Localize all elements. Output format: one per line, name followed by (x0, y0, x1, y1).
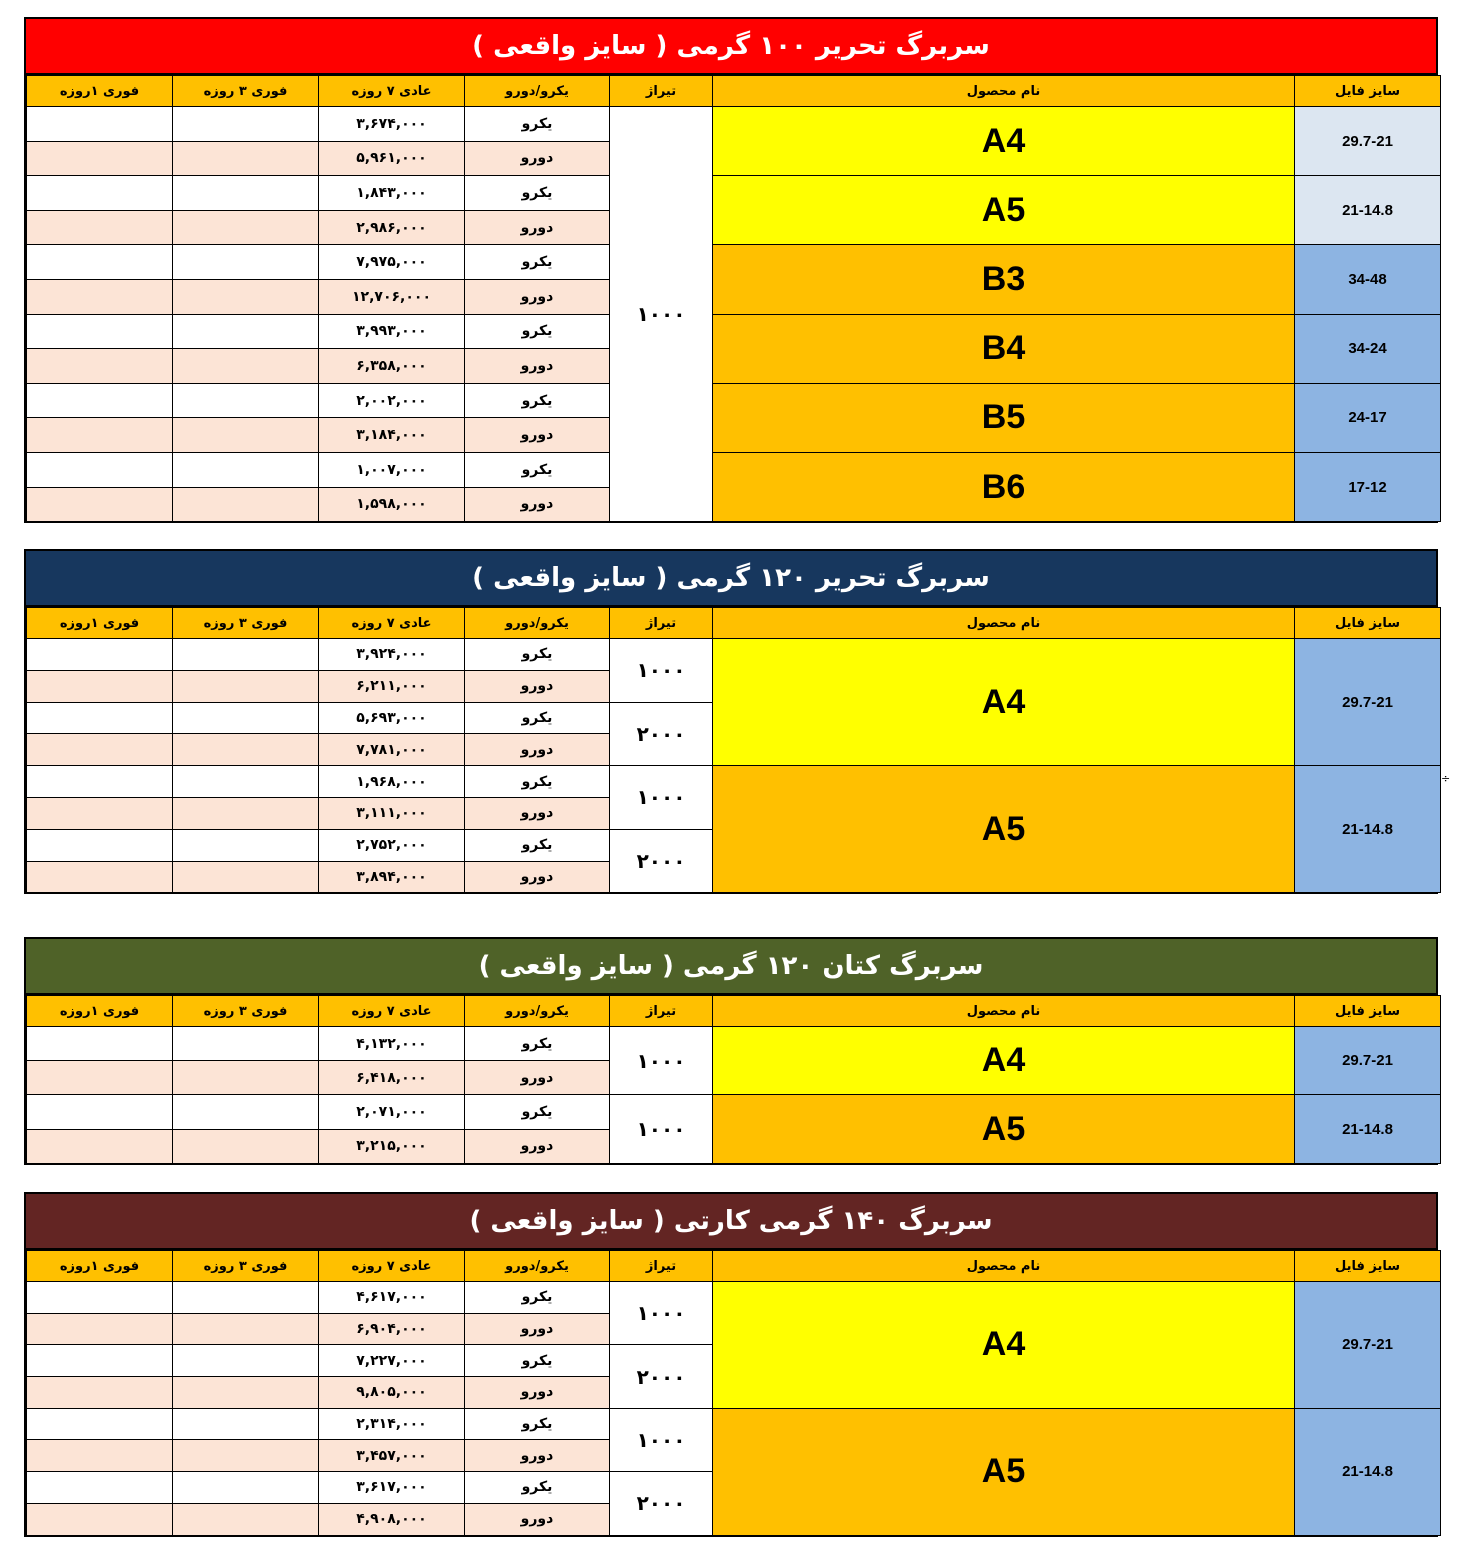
fast1-cell (27, 861, 173, 893)
price-cell: ۲,۳۱۴,۰۰۰ (319, 1408, 465, 1440)
tiraz-cell: ۱۰۰۰ (610, 1282, 713, 1345)
sides-cell: دورو (465, 1129, 610, 1163)
fast1-cell (27, 639, 173, 671)
product-name-cell: A5 (713, 1095, 1295, 1163)
fast3-cell (173, 861, 319, 893)
table-row (27, 639, 1441, 671)
header-product: نام محصول (713, 1251, 1295, 1282)
table-row (27, 766, 1441, 798)
tiraz-cell: ۱۰۰۰ (610, 107, 713, 522)
sides-cell: یکرو (465, 1472, 610, 1504)
header-filesize: سایز فایل (1295, 996, 1441, 1027)
price-section (24, 937, 1438, 1165)
price-cell: ۲,۹۸۶,۰۰۰ (319, 210, 465, 245)
tiraz-cell: ۱۰۰۰ (610, 1027, 713, 1095)
file-size-cell: 21-14.8 (1295, 766, 1441, 893)
table-row (27, 1027, 1441, 1061)
fast3-cell (173, 487, 319, 522)
fast3-cell (173, 1377, 319, 1409)
sides-cell: یکرو (465, 107, 610, 142)
file-size-cell: 29.7-21 (1295, 107, 1441, 176)
table-row (27, 452, 1441, 487)
product-name-cell: A5 (713, 176, 1295, 245)
header-fast3: فوری ۳ روزه (173, 76, 319, 107)
file-size-cell: 29.7-21 (1295, 639, 1441, 766)
header-normal7: عادی ۷ روزه (319, 608, 465, 639)
fast3-cell (173, 176, 319, 211)
fast1-cell (27, 107, 173, 142)
sides-cell: یکرو (465, 1095, 610, 1129)
file-size-cell: 29.7-21 (1295, 1282, 1441, 1409)
price-cell: ۳,۶۱۷,۰۰۰ (319, 1472, 465, 1504)
fast3-cell (173, 210, 319, 245)
fast1-cell (27, 1282, 173, 1314)
price-cell: ۵,۹۶۱,۰۰۰ (319, 141, 465, 176)
price-cell: ۳,۱۱۱,۰۰۰ (319, 797, 465, 829)
header-filesize: سایز فایل (1295, 1251, 1441, 1282)
sides-cell: دورو (465, 861, 610, 893)
product-name-cell: A4 (713, 107, 1295, 176)
fast3-cell (173, 1440, 319, 1472)
tiraz-cell: ۱۰۰۰ (610, 1095, 713, 1163)
fast3-cell (173, 418, 319, 453)
fast3-cell (173, 766, 319, 798)
header-fast1: فوری ۱روزه (27, 1251, 173, 1282)
section-title: سربرگ تحریر ۱۰۰ گرمی ( سایز واقعی ) (26, 19, 1436, 75)
sides-cell: یکرو (465, 639, 610, 671)
sides-cell: یکرو (465, 1027, 610, 1061)
fast3-cell (173, 734, 319, 766)
sides-cell: دورو (465, 734, 610, 766)
fast1-cell (27, 1472, 173, 1504)
fast1-cell (27, 452, 173, 487)
file-size-cell: 29.7-21 (1295, 1027, 1441, 1095)
header-tiraz: تیراژ (610, 1251, 713, 1282)
fast1-cell (27, 314, 173, 349)
price-cell: ۴,۱۳۲,۰۰۰ (319, 1027, 465, 1061)
product-name-cell: B4 (713, 314, 1295, 383)
header-filesize: سایز فایل (1295, 608, 1441, 639)
fast3-cell (173, 797, 319, 829)
price-cell: ۷,۲۲۷,۰۰۰ (319, 1345, 465, 1377)
fast3-cell (173, 1095, 319, 1129)
header-fast3: فوری ۳ روزه (173, 996, 319, 1027)
fast3-cell (173, 1129, 319, 1163)
table-row (27, 314, 1441, 349)
file-size-cell: 21-14.8 (1295, 1095, 1441, 1163)
price-cell: ۶,۳۵۸,۰۰۰ (319, 349, 465, 384)
fast3-cell (173, 1313, 319, 1345)
sides-cell: یکرو (465, 176, 610, 211)
price-cell: ۲,۷۵۲,۰۰۰ (319, 829, 465, 861)
fast1-cell (27, 734, 173, 766)
price-cell: ۶,۹۰۴,۰۰۰ (319, 1313, 465, 1345)
header-product: نام محصول (713, 76, 1295, 107)
sides-cell: یکرو (465, 314, 610, 349)
price-section (24, 1192, 1438, 1537)
price-cell: ۱۲,۷۰۶,۰۰۰ (319, 279, 465, 314)
sides-cell: دورو (465, 210, 610, 245)
product-name-cell: A4 (713, 1027, 1295, 1095)
file-size-cell: 21-14.8 (1295, 1408, 1441, 1535)
fast1-cell (27, 1313, 173, 1345)
section-title: سربرگ تحریر ۱۲۰ گرمی ( سایز واقعی ) (26, 551, 1436, 607)
price-cell: ۷,۹۷۵,۰۰۰ (319, 245, 465, 280)
fast1-cell (27, 1440, 173, 1472)
fast3-cell (173, 383, 319, 418)
price-cell: ۱,۵۹۸,۰۰۰ (319, 487, 465, 522)
header-normal7: عادی ۷ روزه (319, 1251, 465, 1282)
header-sides: یکرو/دورو (465, 996, 610, 1027)
fast3-cell (173, 1472, 319, 1504)
price-cell: ۴,۹۰۸,۰۰۰ (319, 1503, 465, 1535)
header-tiraz: تیراژ (610, 76, 713, 107)
fast3-cell (173, 1282, 319, 1314)
header-tiraz: تیراژ (610, 608, 713, 639)
fast3-cell (173, 245, 319, 280)
sides-cell: دورو (465, 487, 610, 522)
price-cell: ۱,۹۶۸,۰۰۰ (319, 766, 465, 798)
sides-cell: یکرو (465, 1408, 610, 1440)
sides-cell: دورو (465, 670, 610, 702)
price-cell: ۳,۲۱۵,۰۰۰ (319, 1129, 465, 1163)
fast3-cell (173, 279, 319, 314)
sides-cell: دورو (465, 418, 610, 453)
price-table (26, 995, 1441, 1164)
section-title: سربرگ ۱۴۰ گرمی کارتی ( سایز واقعی ) (26, 1194, 1436, 1250)
fast1-cell (27, 176, 173, 211)
tiraz-cell: ۲۰۰۰ (610, 829, 713, 893)
table-header-row (27, 608, 1441, 639)
product-name-cell: A5 (713, 1408, 1295, 1535)
fast3-cell (173, 670, 319, 702)
fast1-cell (27, 418, 173, 453)
header-normal7: عادی ۷ روزه (319, 996, 465, 1027)
table-row (27, 383, 1441, 418)
fast1-cell (27, 797, 173, 829)
fast1-cell (27, 1408, 173, 1440)
price-cell: ۶,۲۱۱,۰۰۰ (319, 670, 465, 702)
fast3-cell (173, 314, 319, 349)
file-size-cell: 34-48 (1295, 245, 1441, 314)
sides-cell: یکرو (465, 245, 610, 280)
fast1-cell (27, 487, 173, 522)
header-filesize: سایز فایل (1295, 76, 1441, 107)
price-table (26, 607, 1441, 893)
fast3-cell (173, 107, 319, 142)
product-name-cell: B5 (713, 383, 1295, 452)
table-header-row (27, 76, 1441, 107)
sides-cell: دورو (465, 349, 610, 384)
price-cell: ۳,۴۵۷,۰۰۰ (319, 1440, 465, 1472)
sides-cell: دورو (465, 1313, 610, 1345)
header-sides: یکرو/دورو (465, 608, 610, 639)
header-sides: یکرو/دورو (465, 76, 610, 107)
tiraz-cell: ۲۰۰۰ (610, 1472, 713, 1535)
fast3-cell (173, 1027, 319, 1061)
sides-cell: یکرو (465, 766, 610, 798)
file-size-cell: 24-17 (1295, 383, 1441, 452)
section-title: سربرگ کتان ۱۲۰ گرمی ( سایز واقعی ) (26, 939, 1436, 995)
price-cell: ۳,۱۸۴,۰۰۰ (319, 418, 465, 453)
table-row (27, 1408, 1441, 1440)
fast3-cell (173, 1061, 319, 1095)
fast1-cell (27, 210, 173, 245)
product-name-cell: A4 (713, 1282, 1295, 1409)
price-cell: ۲,۰۰۲,۰۰۰ (319, 383, 465, 418)
price-cell: ۱,۸۴۳,۰۰۰ (319, 176, 465, 211)
header-product: نام محصول (713, 608, 1295, 639)
fast1-cell (27, 1061, 173, 1095)
fast1-cell (27, 245, 173, 280)
product-name-cell: B3 (713, 245, 1295, 314)
price-cell: ۹,۸۰۵,۰۰۰ (319, 1377, 465, 1409)
fast3-cell (173, 141, 319, 176)
price-cell: ۷,۷۸۱,۰۰۰ (319, 734, 465, 766)
fast1-cell (27, 702, 173, 734)
fast3-cell (173, 452, 319, 487)
stray-mark: ÷ (1441, 772, 1451, 785)
table-row (27, 107, 1441, 142)
fast1-cell (27, 1095, 173, 1129)
price-cell: ۵,۶۹۳,۰۰۰ (319, 702, 465, 734)
fast1-cell (27, 829, 173, 861)
tiraz-cell: ۱۰۰۰ (610, 639, 713, 703)
table-header-row (27, 1251, 1441, 1282)
sides-cell: یکرو (465, 1345, 610, 1377)
table-row (27, 1282, 1441, 1314)
price-cell: ۳,۸۹۴,۰۰۰ (319, 861, 465, 893)
fast3-cell (173, 1408, 319, 1440)
price-cell: ۴,۶۱۷,۰۰۰ (319, 1282, 465, 1314)
header-sides: یکرو/دورو (465, 1251, 610, 1282)
price-table (26, 1250, 1441, 1536)
fast1-cell (27, 383, 173, 418)
sides-cell: دورو (465, 1503, 610, 1535)
header-fast3: فوری ۳ روزه (173, 608, 319, 639)
product-name-cell: A4 (713, 639, 1295, 766)
sides-cell: یکرو (465, 383, 610, 418)
sides-cell: یکرو (465, 829, 610, 861)
header-normal7: عادی ۷ روزه (319, 76, 465, 107)
product-name-cell: B6 (713, 452, 1295, 521)
header-product: نام محصول (713, 996, 1295, 1027)
fast3-cell (173, 702, 319, 734)
sides-cell: دورو (465, 279, 610, 314)
price-section (24, 17, 1438, 523)
fast3-cell (173, 639, 319, 671)
fast1-cell (27, 1129, 173, 1163)
header-fast1: فوری ۱روزه (27, 608, 173, 639)
fast1-cell (27, 670, 173, 702)
sides-cell: دورو (465, 1440, 610, 1472)
price-cell: ۳,۹۹۳,۰۰۰ (319, 314, 465, 349)
fast3-cell (173, 829, 319, 861)
sides-cell: دورو (465, 1377, 610, 1409)
price-cell: ۶,۴۱۸,۰۰۰ (319, 1061, 465, 1095)
sides-cell: دورو (465, 797, 610, 829)
tiraz-cell: ۱۰۰۰ (610, 766, 713, 830)
sides-cell: یکرو (465, 702, 610, 734)
price-table (26, 75, 1441, 522)
price-section (24, 549, 1438, 894)
table-row (27, 176, 1441, 211)
fast3-cell (173, 349, 319, 384)
fast1-cell (27, 1377, 173, 1409)
fast3-cell (173, 1503, 319, 1535)
header-fast3: فوری ۳ روزه (173, 1251, 319, 1282)
header-tiraz: تیراژ (610, 996, 713, 1027)
table-header-row (27, 996, 1441, 1027)
fast1-cell (27, 1345, 173, 1377)
tiraz-cell: ۱۰۰۰ (610, 1408, 713, 1471)
tiraz-cell: ۲۰۰۰ (610, 702, 713, 766)
sides-cell: یکرو (465, 452, 610, 487)
fast1-cell (27, 349, 173, 384)
fast1-cell (27, 1027, 173, 1061)
price-cell: ۲,۰۷۱,۰۰۰ (319, 1095, 465, 1129)
sides-cell: دورو (465, 141, 610, 176)
fast1-cell (27, 1503, 173, 1535)
price-cell: ۳,۹۲۴,۰۰۰ (319, 639, 465, 671)
file-size-cell: 21-14.8 (1295, 176, 1441, 245)
header-fast1: فوری ۱روزه (27, 996, 173, 1027)
table-row (27, 1095, 1441, 1129)
fast1-cell (27, 141, 173, 176)
product-name-cell: A5 (713, 766, 1295, 893)
fast3-cell (173, 1345, 319, 1377)
table-row (27, 245, 1441, 280)
file-size-cell: 17-12 (1295, 452, 1441, 521)
sides-cell: یکرو (465, 1282, 610, 1314)
fast1-cell (27, 766, 173, 798)
tiraz-cell: ۲۰۰۰ (610, 1345, 713, 1408)
price-cell: ۳,۶۷۴,۰۰۰ (319, 107, 465, 142)
sides-cell: دورو (465, 1061, 610, 1095)
fast1-cell (27, 279, 173, 314)
file-size-cell: 34-24 (1295, 314, 1441, 383)
price-cell: ۱,۰۰۷,۰۰۰ (319, 452, 465, 487)
header-fast1: فوری ۱روزه (27, 76, 173, 107)
